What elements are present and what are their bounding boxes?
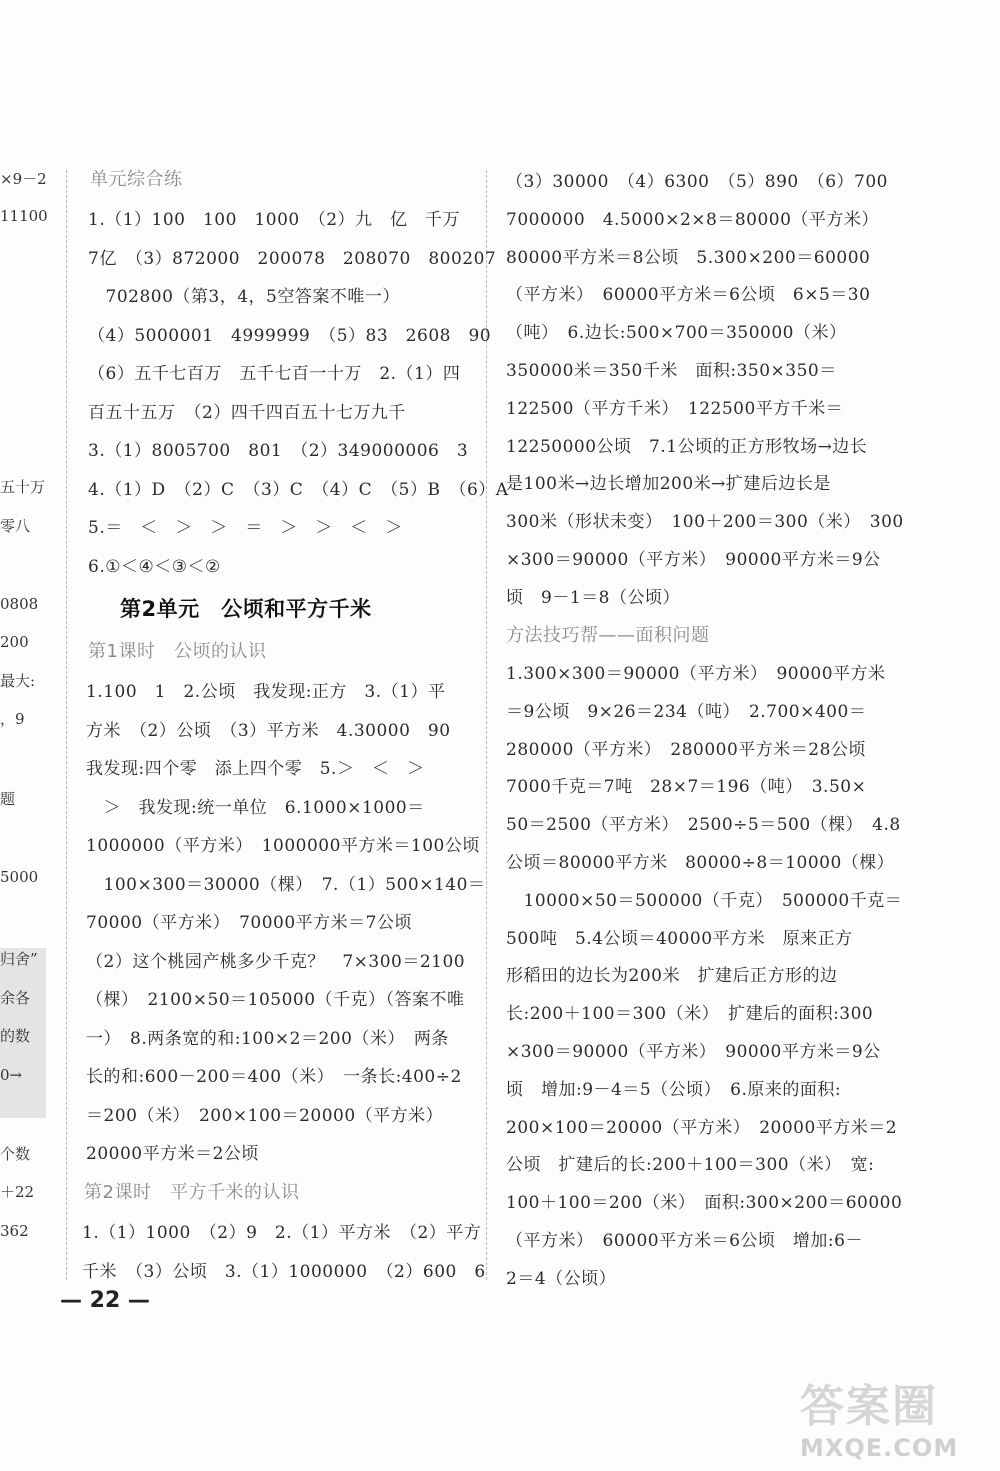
unit-heading: 第2单元 公顷和平方千米 — [120, 597, 372, 621]
answer-line: 500吨 5.4公顷＝40000平方米 原来正方 — [506, 928, 853, 949]
left-fragment: 题 — [0, 790, 16, 808]
answer-line: 12250000公顷 7.1公顷的正方形牧场→边长 — [506, 436, 868, 457]
section-heading-practice: 单元综合练 — [90, 169, 183, 190]
answer-line: 百五十五万 （2）四千四百五十七万九千 — [88, 402, 406, 423]
answer-line: 2＝4（公顷） — [506, 1268, 617, 1289]
answer-line: 7000千克＝7吨 28×7＝196（吨） 3.50× — [506, 777, 867, 798]
answer-line: 1.100 1 2.公顷 我发现:正方 3.（1）平 — [86, 682, 446, 702]
answer-line: 顷 增加:9－4＝5（公顷） 6.原来的面积: — [506, 1079, 842, 1100]
left-fragment: ×9－2 — [0, 170, 47, 188]
left-fragment: 最大: — [0, 672, 36, 690]
left-fragment: 200 — [0, 633, 29, 651]
answer-line: 1.（1）1000 （2）9 2.（1）平方米 （2）平方 — [82, 1223, 482, 1243]
answer-line: 4.（1）D （2）C （3）C （4）C （5）B （6）A — [88, 479, 509, 500]
answer-line: ＞ 我发现:统一单位 6.1000×1000＝ — [86, 797, 425, 818]
answer-line: 100＋100＝200（米） 面积:300×200＝60000 — [506, 1193, 903, 1214]
column-divider-left — [66, 170, 67, 1280]
answer-line: 10000×50＝500000（千克） 500000千克＝ — [506, 890, 903, 911]
answer-line: 280000（平方米） 280000平方米＝28公顷 — [506, 739, 866, 760]
left-fragment: ＋22 — [0, 1183, 35, 1201]
left-fragment: 五十万 — [0, 478, 46, 496]
answer-line: 200×100＝20000（平方米） 20000平方米＝2 — [506, 1117, 898, 1138]
answer-line: （棵） 2100×50＝105000（千克）（答案不唯 — [86, 990, 465, 1010]
answer-line: ×300＝90000（平方米） 90000平方米＝9公 — [506, 1042, 881, 1062]
answer-line: 千米 （3）公顷 3.（1）1000000 （2）600 6 — [82, 1261, 486, 1282]
answer-line: 一） 8.两条宽的和:100×2＝200（米） 两条 — [86, 1028, 449, 1049]
watermark-logo: 答案圈 — [800, 1381, 938, 1432]
answer-line: 122500（平方千米） 122500平方千米＝ — [506, 398, 844, 419]
answer-line: ＝9公顷 9×26＝234（吨） 2.700×400＝ — [506, 701, 867, 722]
answer-line: （吨） 6.边长:500×700＝350000（米） — [506, 323, 847, 344]
lesson-2-heading: 第2课时 平方千米的认识 — [84, 1182, 300, 1203]
answer-line: ×300＝90000（平方米） 90000平方米＝9公 — [506, 550, 881, 570]
answer-line: 长:200＋100＝300（米） 扩建后的面积:300 — [506, 1004, 874, 1025]
lesson-1-heading: 第1课时 公顷的认识 — [88, 641, 267, 662]
left-fragment: 11100 — [0, 207, 48, 225]
answer-line: 5.＝ ＜ ＞ ＞ ＝ ＞ ＞ ＜ ＞ — [88, 518, 403, 538]
answer-line: 形稻田的边长为200米 扩建后正方形的边 — [506, 966, 838, 987]
answer-line: 80000平方米＝8公顷 5.300×200＝60000 — [506, 247, 871, 268]
answer-line: （3）30000 （4）6300 （5）890 （6）700 — [506, 172, 889, 192]
answer-line: 公顷＝80000平方米 80000÷8＝10000（棵） — [506, 853, 895, 873]
answer-line: 我发现:四个零 添上四个零 5.＞ ＜ ＞ — [86, 759, 425, 779]
left-fragment: 个数 — [0, 1145, 31, 1163]
answer-line: 70000（平方米） 70000平方米＝7公顷 — [86, 913, 412, 933]
left-fragment: 归舍” — [0, 950, 38, 968]
left-fragment: ，9 — [0, 710, 25, 728]
answer-line: （2）这个桃园产桃多少千克？ 7×300＝2100 — [86, 951, 466, 972]
left-fragment: 362 — [0, 1222, 29, 1240]
answer-line: 1.300×300＝90000（平方米） 90000平方米 — [506, 664, 886, 684]
answer-line: 顷 9－1＝8（公顷） — [506, 587, 680, 608]
answer-line: ＝200（米） 200×100＝20000（平方米） — [86, 1105, 444, 1126]
answer-line: 20000平方米＝2公顷 — [86, 1144, 259, 1164]
answer-line: 长的和:600－200＝400（米） 一条长:400÷2 — [86, 1067, 462, 1087]
left-fragment: 0808 — [0, 595, 39, 613]
answer-line: （平方米） 60000平方米＝6公顷 6×5＝30 — [506, 285, 871, 306]
left-fragment: 零八 — [0, 517, 31, 535]
watermark-url: MXQE.COM — [800, 1434, 959, 1462]
left-fragment: 的数 — [0, 1027, 31, 1045]
answer-line: 350000米＝350千米 面积:350×350＝ — [506, 361, 837, 381]
answer-line: 100×300＝30000（棵） 7.（1）500×140＝ — [86, 874, 486, 895]
answer-line: 1000000（平方米） 1000000平方米＝100公顷 — [86, 836, 480, 856]
answer-line: 方米 （2）公顷 （3）平方米 4.30000 90 — [86, 720, 451, 741]
answer-line: 7亿 （3）872000 200078 208070 800207 — [88, 248, 497, 269]
left-fragment: 余各 — [0, 989, 31, 1007]
answer-line: 6.①＜④＜③＜② — [88, 556, 221, 577]
left-fragment: 0→ — [0, 1066, 23, 1084]
answer-line: 公顷 扩建后的长:200＋100＝300（米） 宽: — [506, 1155, 875, 1176]
answer-line: （平方米） 60000平方米＝6公顷 增加:6－ — [506, 1231, 863, 1251]
answer-line: 3.（1）8005700 801 （2）349000006 3 — [88, 441, 469, 461]
left-fragment: 5000 — [0, 868, 39, 886]
answer-line: 7000000 4.5000×2×8＝80000（平方米） — [506, 209, 879, 230]
answer-line: 50＝2500（平方米） 2500÷5＝500（棵） 4.8 — [506, 815, 901, 836]
answer-line: 702800（第3，4，5空答案不唯一） — [88, 287, 400, 307]
answer-line: 300米（形状未变） 100＋200＝300（米） 300 — [506, 512, 904, 533]
method-heading: 方法技巧帮——面积问题 — [506, 625, 710, 646]
answer-line: 是100米→边长增加200米→扩建后边长是 — [506, 474, 831, 495]
answer-line: 1.（1）100 100 1000 （2）九 亿 千万 — [88, 210, 461, 230]
watermark — [800, 1370, 990, 1466]
page-number: — 22 — — [60, 1288, 150, 1313]
answer-line: （6）五千七百万 五千七百一十万 2.（1）四 — [88, 364, 461, 384]
answer-line: （4）5000001 4999999 （5）83 2608 90 — [88, 325, 492, 346]
